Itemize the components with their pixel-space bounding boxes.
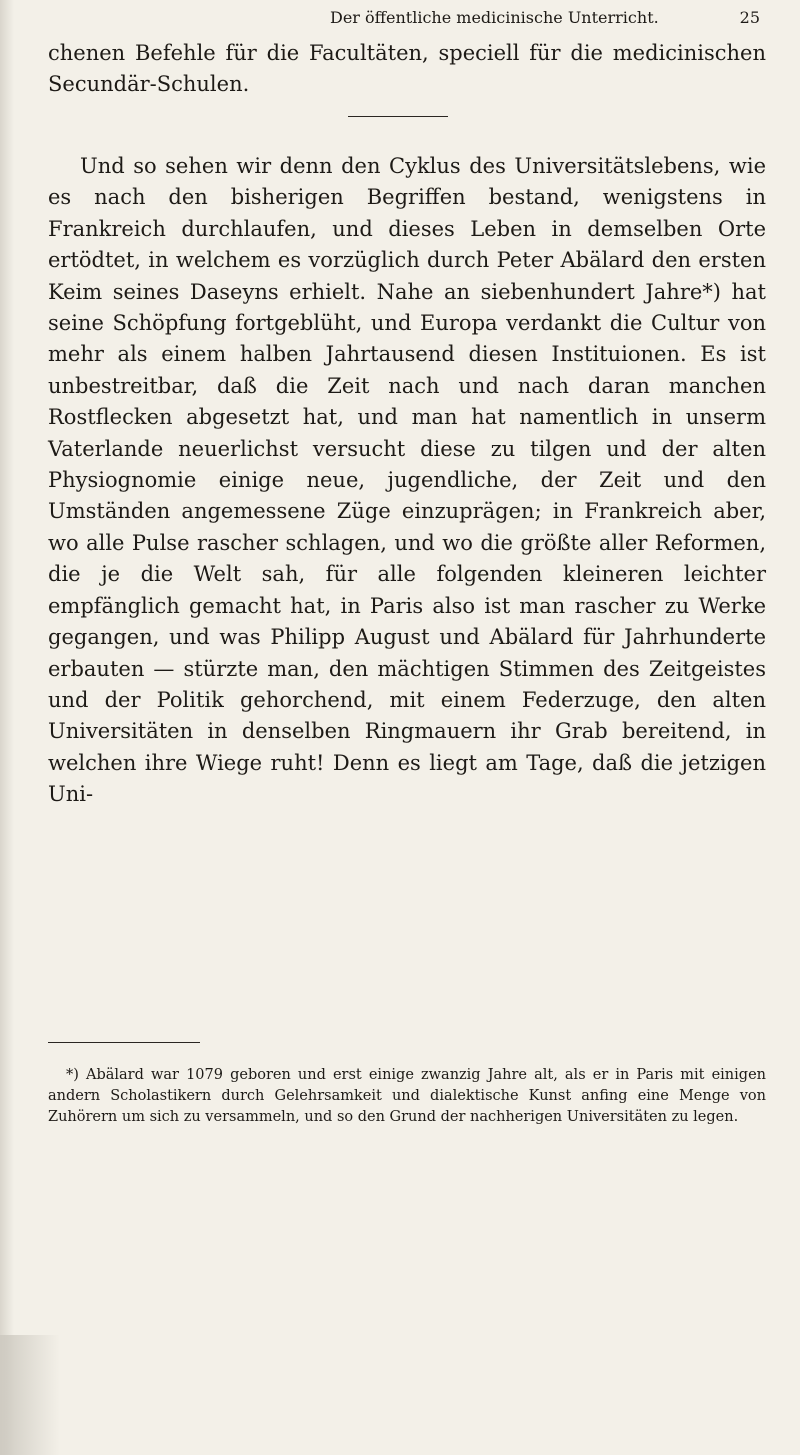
paragraph-continuation	[48, 38, 766, 100]
paragraph-2-text: Und so sehen wir denn den Cyklus des Universitätslebens, wie es nach den bisherigen Begriffen bestand, wenigstens in Frankreich durchlaufen, und dieses Leben in demselben Orte ertödtet, in welchem es vorzüglich durch Peter Abälard den ersten Keim seines Daseyns erhielt. Nahe an siebenhundert Jahre*) hat seine Schöpfung fortgeblüht, und Europa verdankt die Cultur von mehr als einem halben Jahrtausend diesen Instituionen. Es ist unbestreitbar, daß die Zeit nach und nach daran manchen Rostflecken abgesetzt hat, und man hat namentlich in unserm Vaterlande neuerlichst versucht diese zu tilgen und der alten Physiognomie einige neue, jugendliche, der Zeit und den Umständen angemessene Züge einzuprägen; in Frankreich aber, wo alle Pulse rascher schlagen, und wo die größte aller Reformen, die je die Welt sah, für alle folgenden kleineren leichter empfänglich gemacht hat, in Paris also ist man rascher zu Werke gegangen, und was Philipp August und Abälard für Jahrhunderte erbauten — stürzte man, den mächtigen Stimmen des Zeitgeistes und der Politik gehorchend, mit einem Federzuge, den alten Universitäten in denselben Ringmauern ihr Grab bereitend, in welchen ihre Wiege ruht! Denn es liegt am Tage, daß die jetzigen Uni-	[48, 154, 766, 807]
paragraph-1-text: chenen Befehle für die Facultäten, speciell für die medicinischen Secundär-Schulen.	[48, 41, 766, 96]
footnote-text: *) Abälard war 1079 geboren und erst einige zwanzig Jahre alt, als er in Paris mit einigen andern Scholastikern durch Gelehrsamkeit und dialektische Kunst anfing eine Menge von Zuhörern um sich zu versammeln, und so den Grund der nachherigen Universitäten zu legen.	[48, 1066, 766, 1125]
footnote-divider	[48, 1042, 200, 1043]
page-gutter-shadow	[0, 0, 14, 1455]
page-corner-shadow	[0, 1335, 60, 1455]
page-number: 25	[739, 8, 760, 27]
running-title: Der öffentliche medicinische Unterricht.	[330, 8, 659, 27]
section-divider	[348, 116, 448, 117]
